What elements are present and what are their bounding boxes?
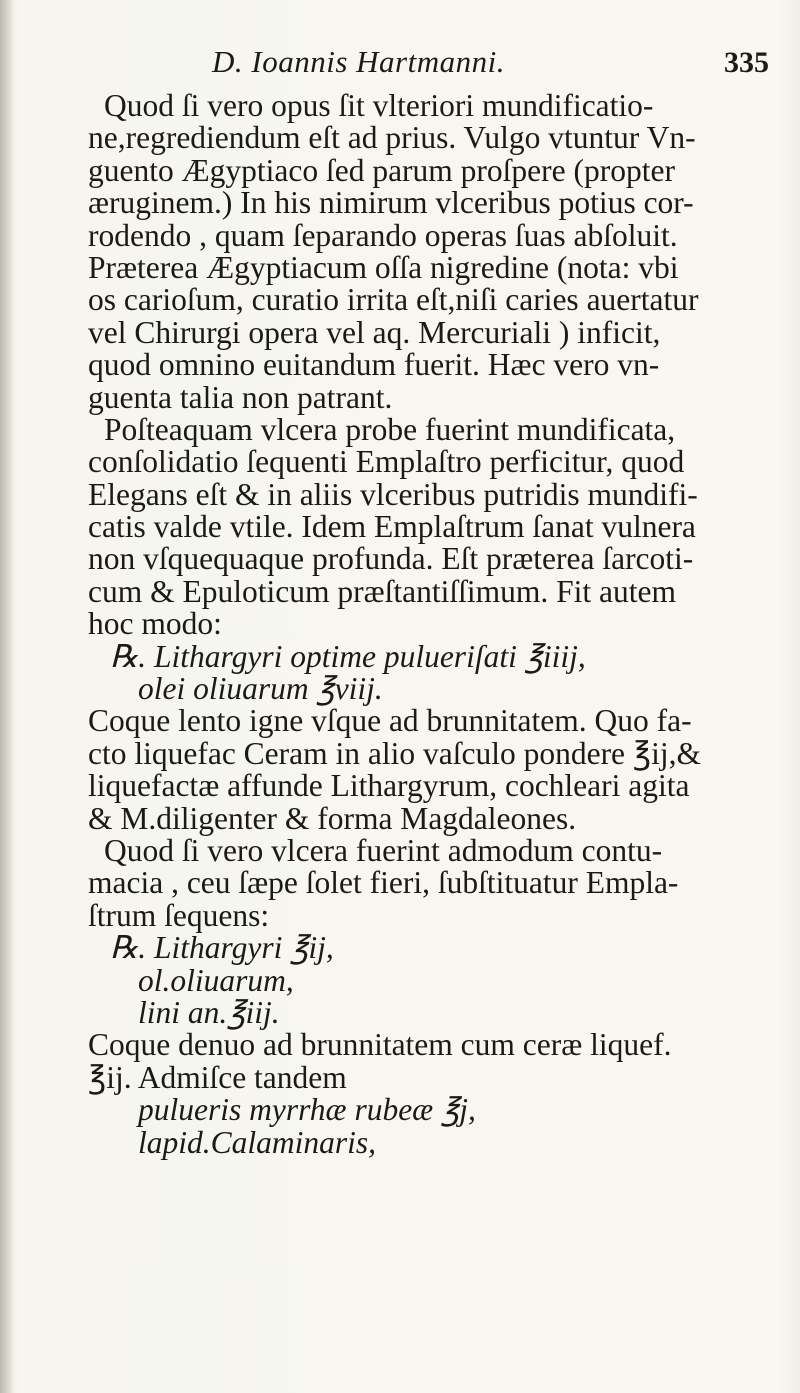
text-line: non vſquequaque profunda. Eſt præterea ſarcoti- <box>88 541 694 577</box>
page-gutter-shadow <box>0 0 14 1393</box>
recipe-line: lini an.℥iij. <box>138 994 280 1030</box>
text-line: Poſteaquam vlcera probe fuerint mundificata, <box>104 411 676 447</box>
running-head: D. Ioannis Hartmanni. <box>212 44 505 79</box>
text-line: Quod ſi vero opus ſit vlteriori mundificatio- <box>104 88 654 123</box>
page-header <box>0 40 800 90</box>
text-line: guento Ægyptiaco ſed parum proſpere (propter <box>88 152 675 188</box>
text-line: rodendo , quam ſeparando operas ſuas abſoluit. <box>88 217 678 253</box>
recipe-line: ℞. Lithargyri optime pulueriſati ℥iiij, <box>110 638 586 674</box>
recipe-line: olei oliuarum ℥viij. <box>138 671 383 707</box>
text-line: vel Chirurgi opera vel aq. Mercuriali ) inficit, <box>88 314 661 350</box>
text-line: æruginem.) In his nimirum vlceribus potius cor- <box>88 185 694 221</box>
text-line: liquefactæ affunde Lithargyrum, cochleari agita <box>88 768 690 804</box>
text-line: Quod ſi vero vlcera fuerint admodum contu- <box>104 832 663 868</box>
text-line: Coque denuo ad brunnitatem cum ceræ liquef. <box>88 1027 672 1063</box>
recipe-line: pulueris myrrhæ rubeæ ℥j, <box>138 1092 476 1128</box>
text-line: ſtrum ſequens: <box>88 897 270 933</box>
text-line: conſolidatio ſequenti Emplaſtro perficitur, quod <box>88 444 685 480</box>
text-line: ne,regrediendum eſt ad prius. Vulgo vtuntur Vn- <box>88 120 696 156</box>
page-number: 335 <box>724 46 769 79</box>
text-line: Coque lento igne vſque ad brunnitatem. Quo fa- <box>88 703 692 739</box>
text-line: macia , ceu ſæpe ſolet fieri, ſubſtituatur Empla- <box>88 865 679 901</box>
text-line: Præterea Ægyptiacum oſſa nigredine (nota: vbi <box>88 249 679 285</box>
text-line: ℥ij. Admiſce tandem <box>88 1059 347 1095</box>
text-line: guenta talia non patrant. <box>88 379 393 415</box>
recipe-line: ℞. Lithargyri ℥ij, <box>110 930 334 966</box>
recipe-line: lapid.Calaminaris, <box>138 1124 377 1160</box>
text-line: cum & Epuloticum præſtantiſſimum. Fit autem <box>88 573 676 609</box>
recipe-line: ol.oliuarum, <box>138 962 294 998</box>
text-line: hoc modo: <box>88 606 222 642</box>
text-line: & M.diligenter & forma Magdaleones. <box>88 800 577 836</box>
text-line: cto liquefac Ceram in alio vaſculo pondere ℥ij,& <box>88 735 701 771</box>
text-line: quod omnino euitandum fuerit. Hæc vero vn- <box>88 347 660 383</box>
text-line: catis valde vtile. Idem Emplaſtrum ſanat vulnera <box>88 509 696 545</box>
text-line: Elegans eſt & in aliis vlceribus putridis mundifi- <box>88 476 698 512</box>
text-line: os carioſum, curatio irrita eſt,niſi caries auertatur <box>88 282 699 318</box>
body-text <box>88 90 778 1159</box>
